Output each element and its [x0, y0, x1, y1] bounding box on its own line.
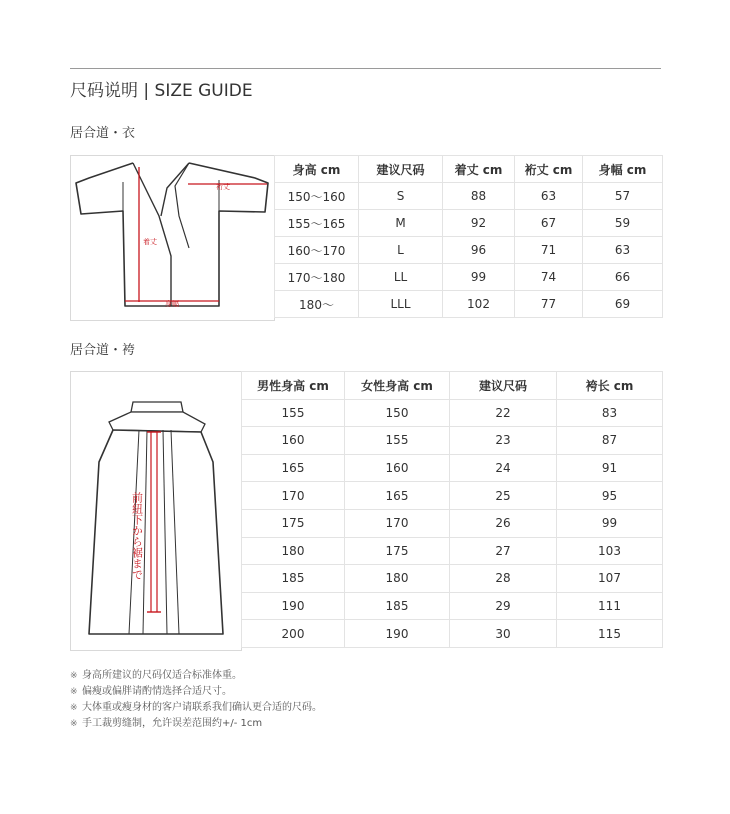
table-cell: 170 [242, 482, 345, 510]
table-cell: 165 [242, 454, 345, 482]
table-cell: 27 [450, 537, 557, 565]
table-row [242, 427, 663, 455]
table-cell: 180 [345, 565, 450, 593]
table-header: 身幅 cm [583, 156, 663, 183]
table-cell: 170 [345, 509, 450, 537]
table-row [242, 592, 663, 620]
table-cell: 77 [515, 291, 583, 318]
hakama-diagram-box [70, 371, 242, 651]
table-cell: 190 [345, 620, 450, 648]
note-bullet-icon: ※ [70, 671, 78, 681]
hakama-belt [109, 412, 205, 432]
table-cell: 107 [557, 565, 663, 593]
top-size-table [274, 155, 663, 318]
note-text: 身高所建议的尺码仅适合标准体重。 [82, 670, 242, 681]
note-bullet-icon: ※ [70, 687, 78, 697]
page-title: 尺码说明 | SIZE GUIDE [70, 81, 253, 101]
table-header: 男性身高 cm [242, 372, 345, 400]
table-cell: 150 [345, 399, 450, 427]
table-cell: 96 [443, 237, 515, 264]
hakama-size-table [241, 371, 663, 648]
table-cell: 24 [450, 454, 557, 482]
table-cell: L [359, 237, 443, 264]
top-garment-icon [71, 156, 274, 320]
table-cell: 155～165 [275, 210, 359, 237]
sleeve-label: 裄丈 [216, 183, 230, 191]
table-header-row [242, 372, 663, 400]
table-header: 建议尺码 [450, 372, 557, 400]
table-cell: 59 [583, 210, 663, 237]
table-cell: 66 [583, 264, 663, 291]
table-cell: 63 [583, 237, 663, 264]
table-cell: 22 [450, 399, 557, 427]
table-cell: 165 [345, 482, 450, 510]
table-cell: 74 [515, 264, 583, 291]
table-cell: 28 [450, 565, 557, 593]
table-cell: 29 [450, 592, 557, 620]
table-cell: 25 [450, 482, 557, 510]
table-cell: 92 [443, 210, 515, 237]
table-header: 袴长 cm [557, 372, 663, 400]
table-header: 裄丈 cm [515, 156, 583, 183]
table-header: 着丈 cm [443, 156, 515, 183]
hakama-measure-label: 前紐下から裾まで [130, 492, 144, 580]
table-cell: 71 [515, 237, 583, 264]
table-cell: 26 [450, 509, 557, 537]
table-cell: 95 [557, 482, 663, 510]
table-cell: 99 [443, 264, 515, 291]
table-cell: 170～180 [275, 264, 359, 291]
table-cell: 180～ [275, 291, 359, 318]
table-cell: 175 [345, 537, 450, 565]
table-cell: 155 [345, 427, 450, 455]
table-cell: 150～160 [275, 183, 359, 210]
table-header-row [275, 156, 663, 183]
note-item [70, 684, 322, 700]
top-divider [70, 68, 661, 69]
table-row [242, 565, 663, 593]
table-cell: 69 [583, 291, 663, 318]
section-title-hakama: 居合道・袴 [70, 343, 136, 358]
table-cell: 200 [242, 620, 345, 648]
table-cell: 175 [242, 509, 345, 537]
table-row [242, 509, 663, 537]
table-cell: M [359, 210, 443, 237]
table-cell: 83 [557, 399, 663, 427]
table-row [275, 264, 663, 291]
table-cell: 160～170 [275, 237, 359, 264]
table-cell: 63 [515, 183, 583, 210]
table-cell: 30 [450, 620, 557, 648]
table-cell: 115 [557, 620, 663, 648]
table-cell: LLL [359, 291, 443, 318]
table-cell: 91 [557, 454, 663, 482]
table-row [275, 291, 663, 318]
table-row [242, 482, 663, 510]
table-row [242, 620, 663, 648]
table-cell: 160 [242, 427, 345, 455]
notes-list [70, 668, 322, 732]
hakama-koshiita [131, 402, 183, 412]
table-header: 建议尺码 [359, 156, 443, 183]
width-label: 身幅 [165, 300, 179, 308]
note-item [70, 700, 322, 716]
table-cell: 67 [515, 210, 583, 237]
table-cell: 57 [583, 183, 663, 210]
note-text: 大体重或瘦身材的客户请联系我们确认更合适的尺码。 [82, 702, 322, 713]
table-cell: 185 [345, 592, 450, 620]
note-bullet-icon: ※ [70, 719, 78, 729]
section-title-top: 居合道・衣 [70, 126, 136, 141]
note-text: 手工裁剪缝制，允许误差范围约+/- 1cm [82, 718, 263, 729]
table-cell: 88 [443, 183, 515, 210]
table-cell: 160 [345, 454, 450, 482]
table-cell: S [359, 183, 443, 210]
table-cell: 103 [557, 537, 663, 565]
table-cell: 23 [450, 427, 557, 455]
table-row [275, 183, 663, 210]
table-row [275, 210, 663, 237]
length-label: 着丈 [143, 238, 157, 246]
note-item [70, 668, 322, 684]
table-cell: 180 [242, 537, 345, 565]
table-cell: 87 [557, 427, 663, 455]
hakama-icon [71, 372, 241, 650]
table-row [242, 454, 663, 482]
top-garment-diagram-box [70, 155, 275, 321]
table-cell: 190 [242, 592, 345, 620]
table-row [242, 399, 663, 427]
table-cell: 111 [557, 592, 663, 620]
table-header: 身高 cm [275, 156, 359, 183]
table-row [242, 537, 663, 565]
note-item [70, 716, 322, 732]
table-cell: 185 [242, 565, 345, 593]
table-cell: 155 [242, 399, 345, 427]
table-cell: 99 [557, 509, 663, 537]
table-cell: 102 [443, 291, 515, 318]
table-row [275, 237, 663, 264]
hakama-body [89, 430, 223, 634]
note-bullet-icon: ※ [70, 703, 78, 713]
table-header: 女性身高 cm [345, 372, 450, 400]
note-text: 偏瘦或偏胖请酌情选择合适尺寸。 [82, 686, 232, 697]
table-cell: LL [359, 264, 443, 291]
